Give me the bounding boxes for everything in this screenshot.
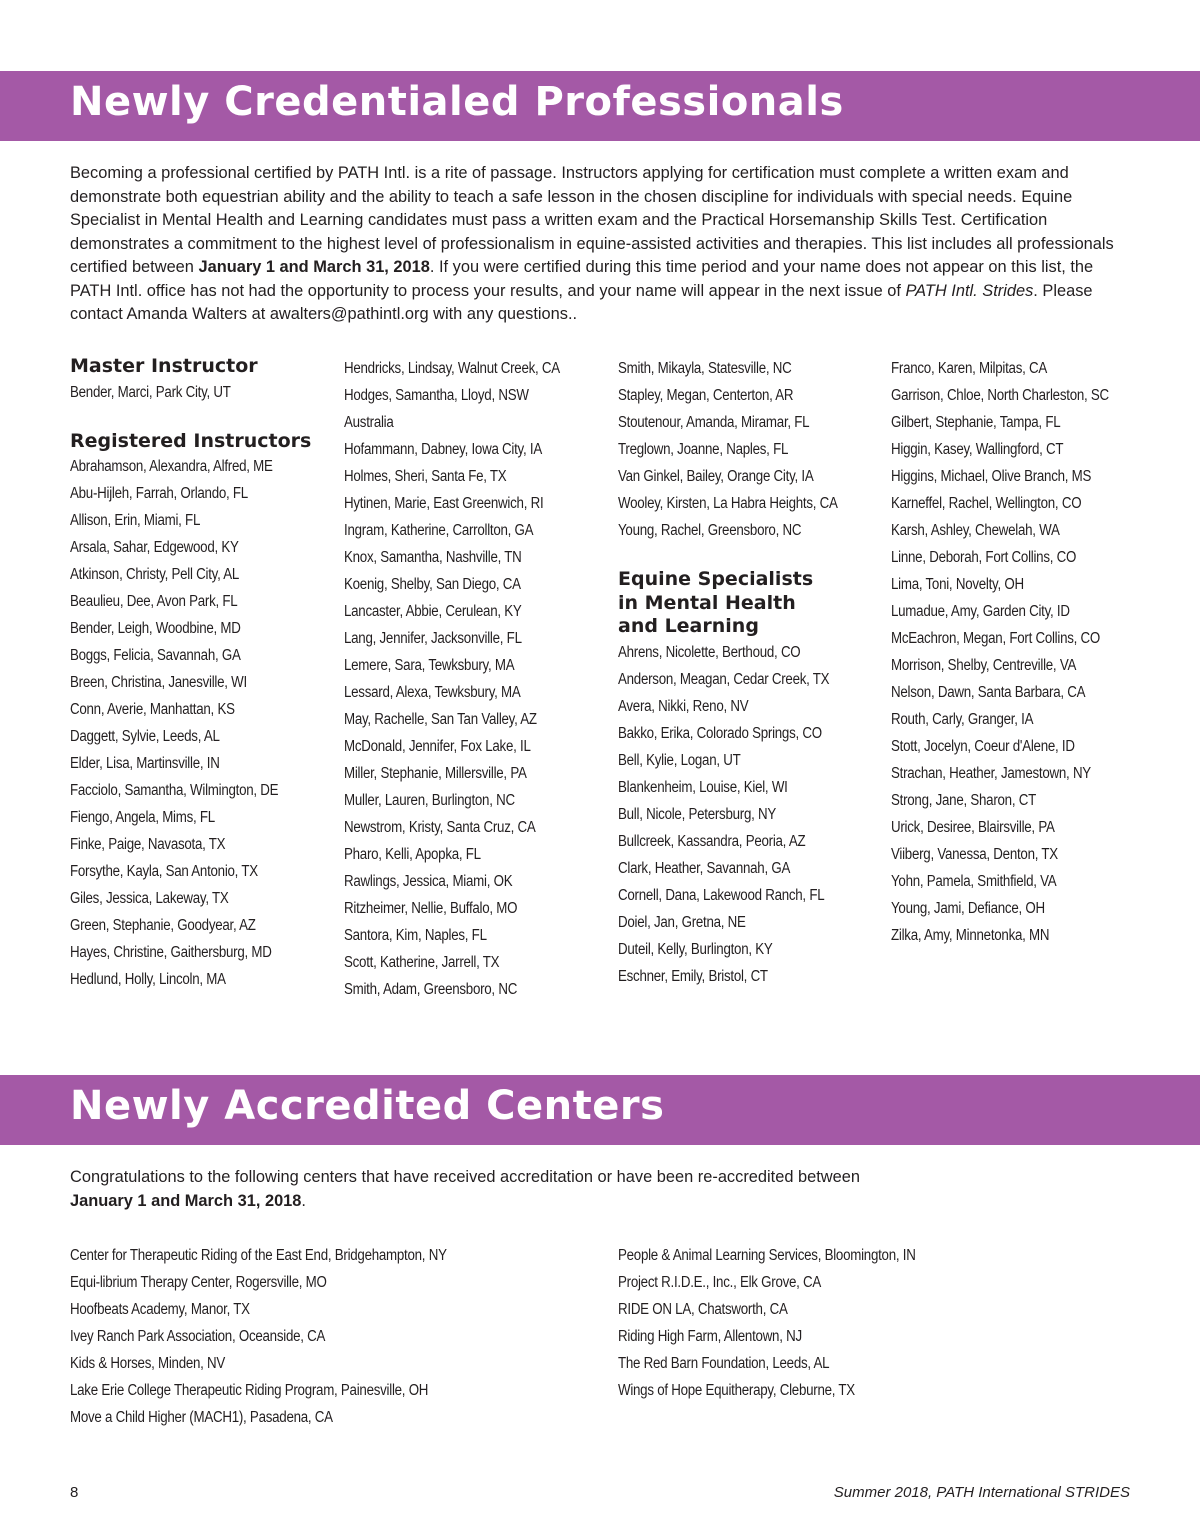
list-item: Wooley, Kirsten, La Habra Heights, CA [618,495,838,512]
list-item: Bullcreek, Kassandra, Peoria, AZ [618,832,806,850]
intro-text-2: . If you were certified during this time period and your name does not appear on this list, the PATH Intl. office has not had the opportunity to process your results, and your name will appear in the next issue of [70,258,1094,300]
list-item: Fiengo, Angela, Mims, FL [70,809,215,826]
accredited-intro-end: . [301,1191,306,1210]
intro-date-range: January 1 and March 31, 2018 [198,258,430,276]
list-item: Higgins, Michael, Olive Branch, MS [891,468,1092,485]
list-item: Hayes, Christine, Gaithersburg, MD [70,944,272,961]
list-item: Ivey Ranch Park Association, Oceanside, CA [70,1328,326,1345]
accredited-banner [0,1075,1200,1145]
list-item: Kids & Horses, Minden, NV [70,1355,226,1372]
list-item: Hoofbeats Academy, Manor, TX [70,1301,250,1318]
list-item: Giles, Jessica, Lakeway, TX [70,890,229,907]
list-item: Abu-Hijleh, Farrah, Orlando, FL [70,485,248,502]
list-item: Rawlings, Jessica, Miami, OK [344,873,513,890]
list-item: Hodges, Samantha, Lloyd, NSW [344,387,529,404]
list-item: Miller, Stephanie, Millersville, PA [344,765,527,782]
list-item: Strachan, Heather, Jamestown, NY [891,765,1091,782]
list-item: Lemere, Sara, Tewksbury, MA [344,657,515,674]
list-item: Avera, Nikki, Reno, NV [618,697,749,715]
list-item: Stott, Jocelyn, Coeur d'Alene, ID [891,738,1075,755]
list-item: Strong, Jane, Sharon, CT [891,792,1036,809]
list-item: Australia [344,414,394,431]
list-item: Elder, Lisa, Martinsville, IN [70,755,220,772]
equine-specialists-list-1 [618,639,883,990]
intro-text-1: Becoming a professional certified by PATH Intl. is a rite of passage. Instructors applying for certification must complete a written exam and demonstrate both equestrian ability and the ability to teach a safe lesson in the chosen discipline for individuals with special needs. Equine Specialist in Mental Health and Learning candidates must pass a written exam and the Practical Horsemanship Skills Test. Certification demonstrates a commitment to the highest level of professionalism in equine-assisted activities and therapies. This list includes all professionals certified between [70,164,1114,276]
list-item: Bender, Marci, Park City, UT [70,383,231,401]
column-1 [70,355,335,993]
list-item: Stoutenour, Amanda, Miramar, FL [618,414,810,431]
centers-column-1 [70,1242,610,1431]
accredited-intro-text: Congratulations to the following centers that have received accreditation or have been re-accredited between [70,1168,860,1186]
centers-list-1 [70,1242,610,1431]
intro-publication: PATH Intl. Strides [905,281,1034,300]
list-item: Breen, Christina, Janesville, WI [70,674,247,691]
registered-instructors-list-2 [344,355,609,1003]
equine-specialists-list-2 [891,355,1156,949]
list-item: Gilbert, Stephanie, Tampa, FL [891,414,1061,431]
list-item: Hytinen, Marie, East Greenwich, RI [344,495,544,512]
list-item: Daggett, Sylvie, Leeds, AL [70,728,220,745]
list-item: Muller, Lauren, Burlington, NC [344,792,515,809]
list-item: Atkinson, Christy, Pell City, AL [70,566,240,583]
list-item: Santora, Kim, Naples, FL [344,927,487,944]
list-item: Knox, Samantha, Nashville, TN [344,549,522,566]
column-2 [344,355,609,1003]
list-item: Bakko, Erika, Colorado Springs, CO [618,724,822,742]
list-item: Doiel, Jan, Gretna, NE [618,913,746,931]
publication-footer: Summer 2018, PATH International STRIDES [833,1484,1130,1501]
list-item: Viiberg, Vanessa, Denton, TX [891,846,1058,863]
list-item: Morrison, Shelby, Centreville, VA [891,657,1077,674]
equine-heading-line-2: in Mental Health [618,591,796,614]
list-item: Karneffel, Rachel, Wellington, CO [891,495,1082,512]
list-item: McDonald, Jennifer, Fox Lake, IL [344,738,531,755]
page-number: 8 [70,1484,79,1501]
equine-heading-line-1: Equine Specialists [618,568,814,590]
registered-instructors-list-3 [618,355,883,544]
list-item: Clark, Heather, Savannah, GA [618,859,791,877]
centers-list-2 [618,1242,1158,1404]
list-item: Cornell, Dana, Lakewood Ranch, FL [618,886,825,904]
list-item: Boggs, Felicia, Savannah, GA [70,647,241,664]
list-item: Finke, Paige, Navasota, TX [70,836,226,853]
list-item: Center for Therapeutic Riding of the East End, Bridgehampton, NY [70,1247,447,1264]
centers-column-2 [618,1242,1158,1404]
list-item: Yohn, Pamela, Smithfield, VA [891,873,1057,890]
list-item: Lessard, Alexa, Tewksbury, MA [344,684,521,701]
list-item: Forsythe, Kayla, San Antonio, TX [70,863,258,880]
list-item: Wings of Hope Equitherapy, Cleburne, TX [618,1382,855,1399]
list-item: Holmes, Sheri, Santa Fe, TX [344,468,507,485]
list-item: Ingram, Katherine, Carrollton, GA [344,522,534,539]
list-item: Bell, Kylie, Logan, UT [618,751,741,769]
registered-instructors-heading: Registered Instructors [70,429,312,452]
master-instructor-heading: Master Instructor [70,355,258,377]
list-item: Urick, Desiree, Blairsville, PA [891,819,1055,836]
list-item: Young, Jami, Defiance, OH [891,900,1045,917]
list-item: Blankenheim, Louise, Kiel, WI [618,778,788,796]
equine-specialists-heading [618,568,883,639]
list-item: Hedlund, Holly, Lincoln, MA [70,971,226,988]
equine-heading-line-3: and Learning [618,615,759,637]
list-item: Bender, Leigh, Woodbine, MD [70,620,241,637]
list-item: May, Rachelle, San Tan Valley, AZ [344,711,537,728]
list-item: Allison, Erin, Miami, FL [70,512,201,529]
list-item: Zilka, Amy, Minnetonka, MN [891,927,1050,944]
list-item: Young, Rachel, Greensboro, NC [618,522,802,539]
credentialed-heading: Newly Credentialed Professionals [70,79,844,125]
list-item: Riding High Farm, Allentown, NJ [618,1328,802,1345]
list-item: Lancaster, Abbie, Cerulean, KY [344,603,522,620]
intro-text-3: . Please contact Amanda Walters at awalters@pathintl.org with any questions.. [70,281,1093,323]
list-item: People & Animal Learning Services, Bloomington, IN [618,1247,916,1264]
list-item: Eschner, Emily, Bristol, CT [618,967,768,985]
list-item: Green, Stephanie, Goodyear, AZ [70,917,256,934]
list-item: Van Ginkel, Bailey, Orange City, IA [618,468,814,485]
list-item: Ahrens, Nicolette, Berthoud, CO [618,643,801,661]
list-item: Pharo, Kelli, Apopka, FL [344,846,481,863]
list-item: Facciolo, Samantha, Wilmington, DE [70,782,279,799]
list-item: Anderson, Meagan, Cedar Creek, TX [618,670,830,688]
list-item: Higgin, Kasey, Wallingford, CT [891,441,1064,458]
list-item: Linne, Deborah, Fort Collins, CO [891,549,1077,566]
list-item: Lake Erie College Therapeutic Riding Program, Painesville, OH [70,1382,429,1399]
list-item: Karsh, Ashley, Chewelah, WA [891,522,1060,539]
list-item: Equi-librium Therapy Center, Rogersville, MO [70,1274,327,1291]
credentialed-banner [0,71,1200,141]
list-item: Lumadue, Amy, Garden City, ID [891,603,1070,620]
list-item: Treglown, Joanne, Naples, FL [618,441,789,458]
list-item: The Red Barn Foundation, Leeds, AL [618,1355,830,1372]
list-item: Lima, Toni, Novelty, OH [891,576,1024,593]
credentialed-intro [70,162,1130,327]
list-item: Conn, Averie, Manhattan, KS [70,701,235,718]
list-item: Stapley, Megan, Centerton, AR [618,387,794,404]
list-item: Lang, Jennifer, Jacksonville, FL [344,630,522,647]
list-item: Newstrom, Kristy, Santa Cruz, CA [344,819,536,836]
list-item: Ritzheimer, Nellie, Buffalo, MO [344,900,518,917]
column-4 [891,355,1156,949]
list-item: Garrison, Chloe, North Charleston, SC [891,387,1109,404]
registered-instructors-list-1 [70,453,335,993]
list-item: Scott, Katherine, Jarrell, TX [344,954,500,971]
list-item: Smith, Adam, Greensboro, NC [344,981,518,998]
list-item: RIDE ON LA, Chatsworth, CA [618,1301,788,1318]
list-item: Abrahamson, Alexandra, Alfred, ME [70,458,273,475]
list-item: Arsala, Sahar, Edgewood, KY [70,539,239,556]
list-item: Duteil, Kelly, Burlington, KY [618,940,773,958]
list-item: Beaulieu, Dee, Avon Park, FL [70,593,238,610]
list-item: Hendricks, Lindsay, Walnut Creek, CA [344,360,560,377]
list-item: Move a Child Higher (MACH1), Pasadena, CA [70,1409,333,1426]
accredited-date-range: January 1 and March 31, 2018 [70,1191,302,1210]
list-item: Bull, Nicole, Petersburg, NY [618,805,776,823]
accredited-heading: Newly Accredited Centers [70,1083,665,1129]
column-3 [618,355,883,990]
accredited-intro [70,1166,1130,1213]
list-item: Nelson, Dawn, Santa Barbara, CA [891,684,1086,701]
list-item: Smith, Mikayla, Statesville, NC [618,360,792,377]
list-item: Hofammann, Dabney, Iowa City, IA [344,441,542,458]
list-item: McEachron, Megan, Fort Collins, CO [891,630,1101,647]
list-item: Routh, Carly, Granger, IA [891,711,1034,728]
master-instructor-list [70,379,335,406]
list-item: Koenig, Shelby, San Diego, CA [344,576,521,593]
list-item: Franco, Karen, Milpitas, CA [891,360,1048,377]
list-item: Project R.I.D.E., Inc., Elk Grove, CA [618,1274,822,1291]
